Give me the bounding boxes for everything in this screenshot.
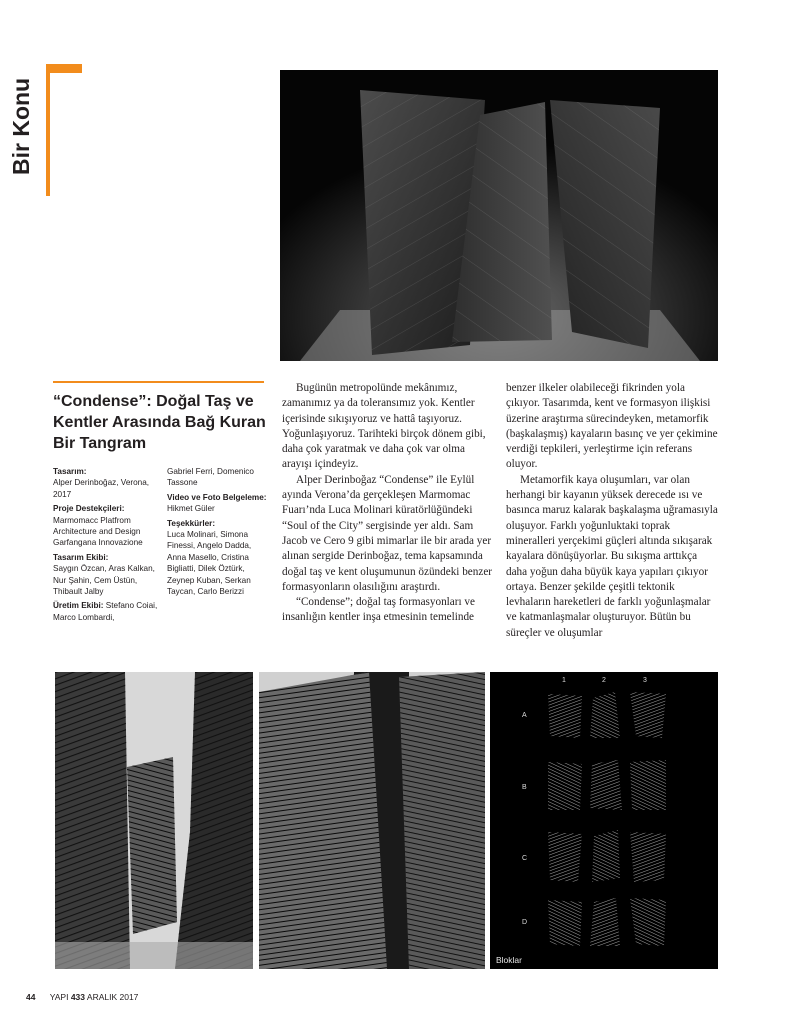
credit-value: Luca Molinari, Simona Finessi, Angelo Dadda, Anna Masello, Cristina Bigliatti, Dilek Öztürk, Zeynep Kuban, Serkan Taycan, Carlo Berizzi [167,530,252,597]
block-d1 [548,900,582,946]
blocks-diagram [490,672,718,969]
diagram-caption: Bloklar [496,955,522,965]
credit-label: Video ve Foto Belgeleme: [167,492,267,502]
block-d2 [590,898,620,946]
title-rule [53,381,264,383]
credits-column-2 [167,466,267,600]
credit-production-team [53,600,161,623]
main-photo [280,70,718,361]
body-column-2 [506,381,718,641]
article-title: “Condense”: Doğal Taş ve Kentler Arasında Bağ Kuran Bir Tangram [53,393,266,452]
block-a2 [590,692,620,738]
section-tab-side [46,64,50,196]
block-b2 [590,760,622,810]
credit-label: Üretim Ekibi: [53,601,104,611]
credits-column-1 [53,466,161,626]
credit-label: Teşekkürler: [167,518,216,528]
section-tab [46,64,82,196]
issue-number: 433 [70,992,85,1002]
section-tab-bar [46,64,82,73]
diagram-col-label: 3 [643,677,647,684]
block-b3 [630,760,666,810]
credit-value: Alper Derinboğaz, Verona, 2017 [53,478,150,499]
block-a3 [630,692,666,738]
page-footer [26,992,138,1002]
credit-designer [53,466,161,500]
credit-media [167,492,267,515]
magazine-name: YAPI [49,992,69,1002]
credit-value: Saygın Özcan, Aras Kalkan, Nur Şahin, Cem Üstün, Thibault Jalby [53,564,155,597]
credit-value: Marmomacc Platfrom Architecture and Design Garfangana Innovazione [53,515,143,548]
block-a1 [548,694,582,738]
credit-label: Tasarım Ekibi: [53,552,109,562]
diagram-row-label: A [522,712,527,719]
page-number: 44 [26,992,36,1002]
credit-value: Hikmet Güler [167,504,215,514]
credit-value: Gabriel Ferri, Domenico Tassone [167,467,254,488]
diagram-row-label: D [522,919,528,926]
credit-supporters [53,503,161,549]
block-c3 [630,832,666,882]
block-d3 [630,898,666,946]
issue-date: ARALIK 2017 [86,992,139,1002]
body-column-1 [282,381,494,626]
body-paragraph: benzer ilkeler olabileceği fikrinden yola çıkıyor. Tasarımda, kent ve formasyon ilişkisi üzerine araştırma sürecindeyken, metamorfik (başkalaşmış) kayaların basınç ve yer çekimine verdiği tepkileri, yerleştirme için referans oluyor. [506,382,718,471]
block-c2 [592,830,620,882]
credit-thanks [167,518,267,598]
body-paragraph: “Condense”; doğal taş formasyonları ve insanlığın kentler inşa etmesinin temelinde [282,596,475,624]
credit-design-team [53,552,161,598]
body-paragraph: Bugünün metropolünde mekânımız, zamanımız ya da toleransımız yok. Kentler içerisinde sıkışıyoruz ve hattâ taşıyoruz. Yoğunlaşıyoruz. Tarihteki birçok dönem gibi, daha çok yaratmak ve daha çok var olma arayışı içindeyiz. [282,382,486,471]
bottom-photo-center [259,672,485,969]
block-c1 [548,832,582,882]
credit-value: Stefano Coiai, Marco Lombardi, [53,601,158,622]
body-paragraph: Metamorfik kaya oluşumları, var olan herhangi bir kayanın yüksek derecede ısı ve basınca maruz kalarak başkalaşma uğramasıyla oluşuyor. Farklı yoğunluktaki toprak mineralleri yerçekimi güçleri altında sıkışarak kayalara dönüşüyorlar. Bu sıkışma arttıkça daha yoğun daha büyük kaya yapıları çıkıyor ortaya. Benzer şekilde çeşitli tektonik levhaların hareketleri de farklı yoğunlaşmalar ve katmanlaşmalar oluşturuyor. Bütün bu süreçler ve oluşumlar [506,473,718,639]
bottom-photo-left [55,672,253,969]
section-label: Bir Konu [8,77,34,175]
credit-label: Proje Destekçileri: [53,504,125,514]
diagram-col-label: 1 [562,677,566,684]
credit-production-cont [167,466,267,489]
credit-label: Tasarım: [53,467,87,476]
diagram-col-label: 2 [602,677,606,684]
block-b1 [548,762,582,810]
diagram-row-label: C [522,855,528,862]
diagram-row-label: B [522,784,527,791]
body-paragraph: Alper Derinboğaz “Condense” ile Eylül ayında Verona’da gerçekleşen Marmomac Fuarı’nda Luca Molinari küratörlüğündeki “Soul of the City” sergisinde yer aldı. Sam Jacob ve Cero 9 gibi mimarlar ile bir arada yer alınan sergide Derinboğaz, tema kapsamında doğal taş ve kent oluşumunun özündeki benzer formasyonların olasılığını araştırdı. [282,473,493,593]
